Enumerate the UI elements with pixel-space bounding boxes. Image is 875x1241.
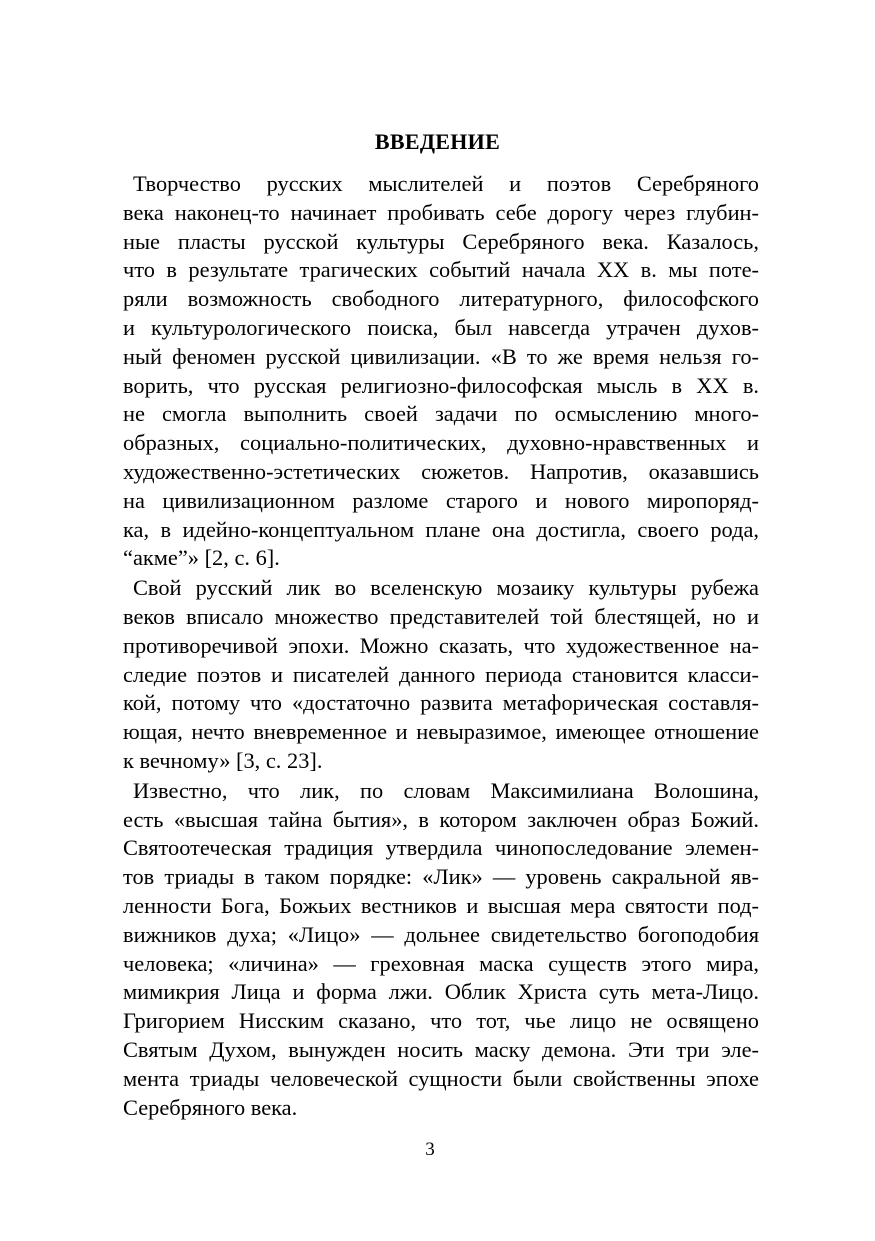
text-line: художественно-эстетических сюжетов. Напротив, оказавшись [123,458,759,484]
paragraph [123,170,759,573]
page-number: 3 [425,1139,435,1160]
text-line: ющая, нечто вневременное и невыразимое, имеющее отношение [123,719,759,745]
text-line: образных, социально-политических, духовно-нравственных и [123,430,759,456]
text-line: и культурологического поиска, был навсегда утрачен духов- [123,314,759,340]
text-line: ленности Бога, Божьих вестников и высшая мера святости под- [123,892,759,918]
text-line: ка, в идейно-концептуальном плане она достигла, своего рода, [123,516,759,542]
text-line: ный феномен русской цивилизации. «В то же время нельзя го- [123,343,759,369]
text-line: не смогла выполнить своей задачи по осмыслению много- [123,401,759,427]
text-line: века наконец-то начинает пробивать себе дорогу через глубин- [123,199,759,225]
page-title: ВВЕДЕНИЕ [374,128,501,154]
text-line: есть «высшая тайна бытия», в котором заключен образ Божий. [123,806,759,832]
text-line: тов триады в таком порядке: «Лик» — уровень сакральной яв- [123,864,759,890]
text-line: человека; «личина» — греховная маска существ этого мира, [123,950,759,976]
text-line: вижников духа; «Лицо» — дольнее свидетельство богоподобия [123,921,759,947]
text-line: мента триады человеческой сущности были свойственны эпохе [123,1065,759,1091]
text-line: Творчество русских мыслителей и поэтов Серебряного [133,171,759,196]
text-line: Святым Духом, вынужден носить маску демона. Эти три эле- [123,1036,759,1062]
text-line: Святоотеческая традиция утвердила чинопоследование элемен- [123,835,759,861]
text-line: Серебряного века. [123,1094,298,1120]
text-line: следие поэтов и писателей данного периода становится класси- [123,661,759,687]
text-line: противоречивой эпохи. Можно сказать, что художественное на- [123,632,759,658]
text-line: что в результате трагических событий начала XX в. мы поте- [123,257,759,283]
text-line: Свой русский лик во вселенскую мозаику культуры рубежа [133,575,759,601]
text-line: Григорием Нисским сказано, что тот, чье лицо не освящено [123,1008,759,1034]
text-line: ворить, что русская религиозно-философская мысль в XX в. [123,372,759,398]
text-line: мимикрия Лица и форма лжи. Облик Христа суть мета-Лицо. [123,979,759,1005]
text-line: “акме”» [2, с. 6]. [123,545,280,571]
text-line: Известно, что лик, по словам Максимилиана Волошина, [133,777,759,803]
paragraph [123,777,759,1123]
paragraph [123,574,759,776]
text-line: на цивилизационном разломе старого и нового миропоряд- [123,487,759,513]
text-line: к вечному» [3, с. 23]. [123,747,323,773]
text-line: веков вписало множество представителей той блестящей, но и [123,603,759,629]
text-line: ряли возможность свободного литературного, философского [123,286,759,312]
text-line: ные пласты русской культуры Серебряного века. Казалось, [123,228,759,254]
text-line: кой, потому что «достаточно развита метафорическая составля- [123,690,759,716]
body-text [123,170,759,1122]
